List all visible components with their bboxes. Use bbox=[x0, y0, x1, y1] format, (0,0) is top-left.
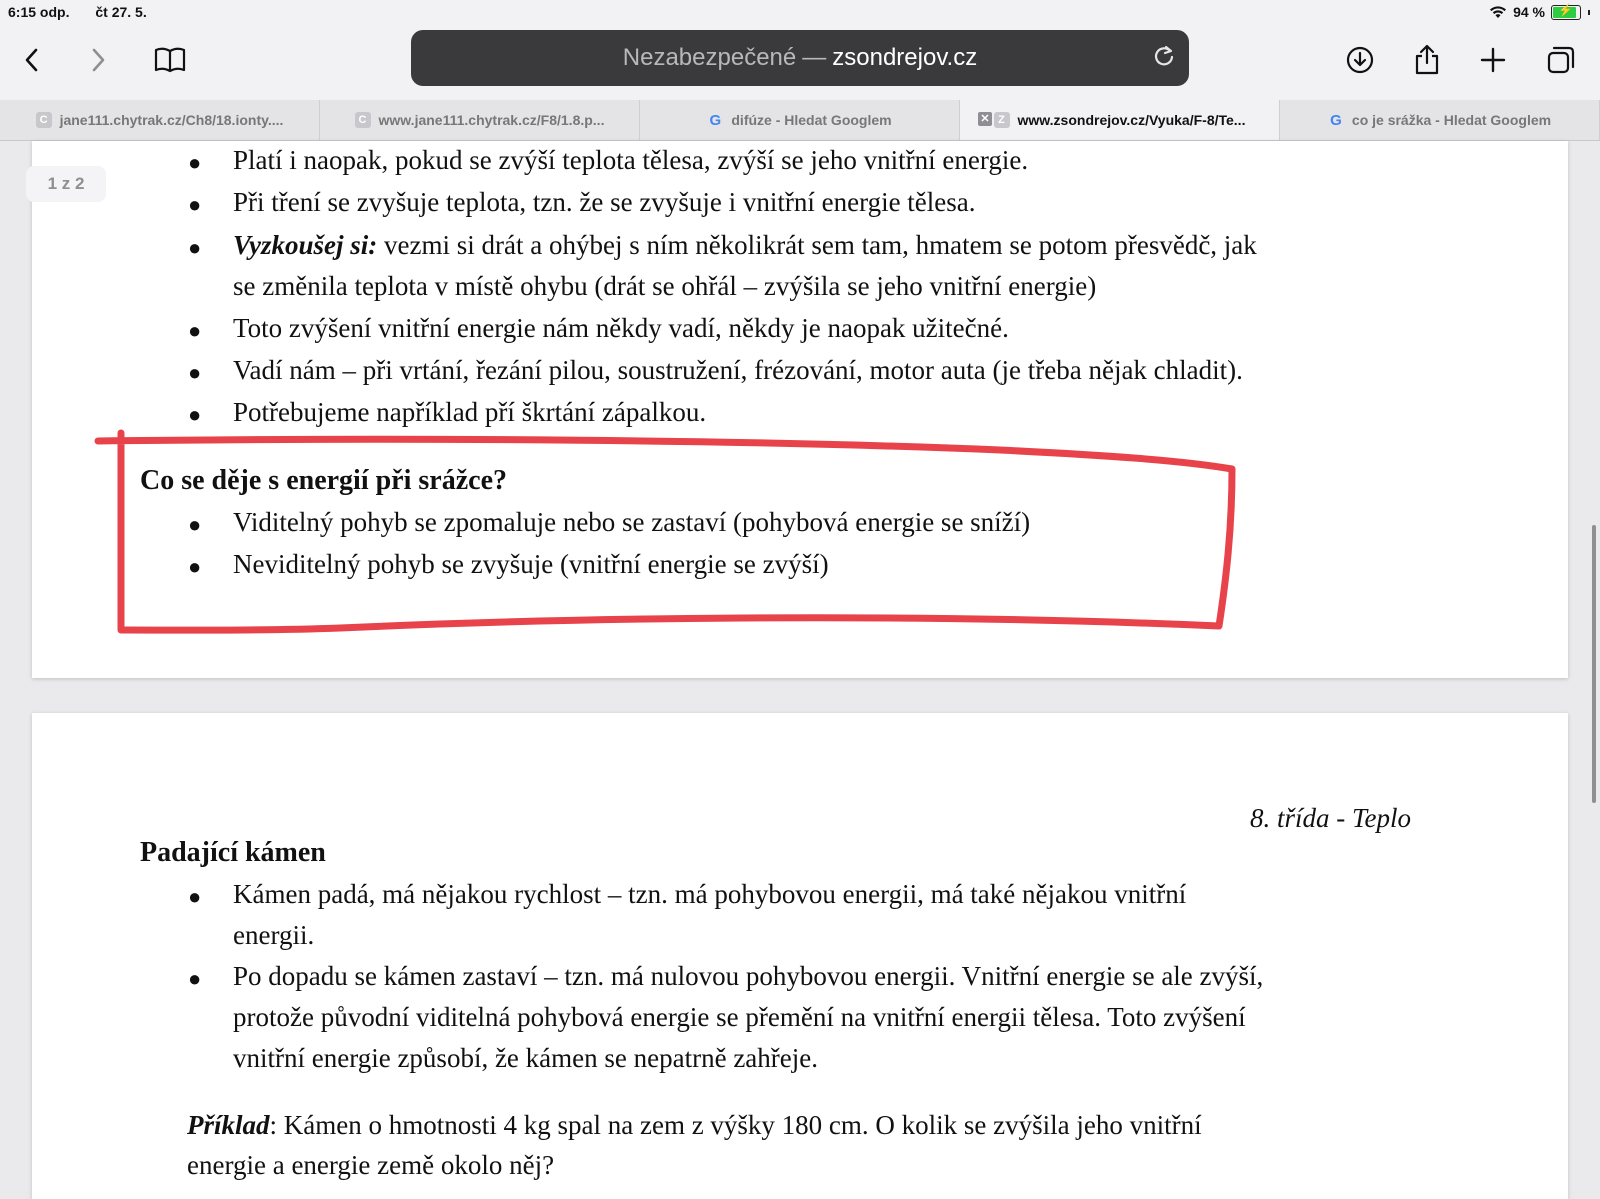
stone-bullet-2-line-1: Po dopadu se kámen zastaví – tzn. má nulovou pohybovou energii. Vnitřní energie se ale zvýší, bbox=[233, 961, 1264, 991]
tab-label: co je srážka - Hledat Googlem bbox=[1351, 112, 1552, 128]
try-it-line-1: Vyzkoušej si: vezmi si drát a ohýbej s ním několikrát sem tam, hmatem se potom přesvědč, jak bbox=[233, 230, 1257, 260]
tab-google-difuze[interactable] bbox=[640, 100, 960, 140]
tab-label: jane111.chytrak.cz/Ch8/18.ionty.... bbox=[59, 112, 284, 128]
book-icon bbox=[154, 47, 186, 73]
collision-bullet: Neviditelný pohyb se zvyšuje (vnitřní energie se zvýší) bbox=[233, 549, 829, 579]
battery-icon bbox=[1551, 5, 1581, 20]
share-button[interactable] bbox=[1407, 40, 1447, 80]
try-it-label: Vyzkoušej si: bbox=[233, 230, 378, 260]
back-button[interactable] bbox=[12, 40, 52, 80]
vertical-scrollbar[interactable] bbox=[1592, 525, 1596, 803]
favicon-icon: C bbox=[36, 112, 52, 128]
tab-chytrak-f8[interactable] bbox=[320, 100, 640, 140]
collision-heading: Co se děje s energií při srážce? bbox=[140, 465, 507, 496]
stone-bullet-2-line-2: protože původní viditelná pohybová energie se přemění na vnitřní energii tělesa. Toto zvýšení bbox=[233, 1002, 1246, 1032]
security-status: Nezabezpečené bbox=[622, 44, 797, 71]
tab-bar bbox=[0, 100, 1600, 141]
tab-google-srazka[interactable] bbox=[1280, 100, 1600, 140]
stone-heading: Padající kámen bbox=[140, 837, 326, 868]
downloads-button[interactable] bbox=[1340, 40, 1380, 80]
example-label: Příklad bbox=[187, 1110, 270, 1140]
download-icon bbox=[1345, 45, 1375, 75]
favicon-icon: C bbox=[355, 112, 371, 128]
stone-bullet-2-line-3: vnitřní energie způsobí, že kámen se nepatrně zahřeje. bbox=[233, 1043, 818, 1073]
bullet-text: Potřebujeme například pří škrtání zápalkou. bbox=[233, 397, 707, 427]
tab-label: difúze - Hledat Googlem bbox=[731, 112, 892, 128]
google-icon: G bbox=[709, 111, 722, 129]
bullet-text: Toto zvýšení vnitřní energie nám někdy vadí, někdy je naopak užitečné. bbox=[233, 313, 1009, 343]
address-bar[interactable] bbox=[411, 30, 1189, 86]
browser-toolbar bbox=[0, 26, 1600, 100]
tab-label: www.jane111.chytrak.cz/F8/1.8.p... bbox=[378, 112, 605, 128]
favicon-icon: Z bbox=[994, 112, 1010, 128]
collision-bullet: Viditelný pohyb se zpomaluje nebo se zastaví (pohybová energie se sníží) bbox=[233, 507, 1031, 537]
plus-icon bbox=[1480, 47, 1506, 73]
bookmarks-button[interactable] bbox=[150, 40, 190, 80]
page-counter: 1 z 2 bbox=[26, 166, 106, 202]
stone-bullet-1-line-1: Kámen padá, má nějakou rychlost – tzn. má pohybovou energii, má také nějakou vnitřní bbox=[233, 879, 1187, 909]
try-it-line-2: se změnila teplota v místě ohybu (drát se ohřál – zvýšila se jeho vnitřní energie) bbox=[233, 271, 1097, 301]
status-time: 6:15 odp. bbox=[8, 4, 70, 20]
stone-bullet-1-line-2: energii. bbox=[233, 920, 315, 950]
chevron-left-icon bbox=[22, 46, 42, 74]
address-domain: zsondrejov.cz bbox=[832, 44, 978, 71]
chevron-right-icon bbox=[88, 46, 108, 74]
reload-icon[interactable] bbox=[1153, 43, 1175, 67]
close-tab-icon[interactable]: ✕ bbox=[978, 112, 992, 126]
address-separator: — bbox=[802, 44, 827, 71]
tabs-icon bbox=[1546, 45, 1576, 75]
wifi-icon bbox=[1489, 5, 1507, 19]
tabs-overview-button[interactable] bbox=[1541, 40, 1581, 80]
tab-zsondrejov[interactable] bbox=[960, 100, 1280, 140]
tab-chytrak-ionty[interactable] bbox=[0, 100, 320, 140]
bullet-text: Platí i naopak, pokud se zvýší teplota tělesa, zvýší se jeho vnitřní energie. bbox=[233, 145, 1029, 175]
page-header: 8. třída - Teplo bbox=[1250, 803, 1412, 833]
bullet-text: Vadí nám – při vrtání, řezání pilou, soustružení, frézování, motor auta (je třeba nějak chladit). bbox=[233, 355, 1243, 385]
status-date: čt 27. 5. bbox=[95, 4, 147, 20]
google-icon: G bbox=[1330, 111, 1342, 129]
battery-percent: 94 % bbox=[1513, 4, 1545, 20]
new-tab-button[interactable] bbox=[1473, 40, 1513, 80]
status-bar bbox=[0, 0, 1600, 26]
forward-button[interactable] bbox=[78, 40, 118, 80]
example-line-2: energie a energie země okolo něj? bbox=[187, 1150, 555, 1180]
tab-label: www.zsondrejov.cz/Vyuka/F-8/Te... bbox=[1017, 112, 1246, 128]
bullet-text: Při tření se zvyšuje teplota, tzn. že se zvyšuje i vnitřní energie tělesa. bbox=[233, 187, 976, 217]
share-icon bbox=[1413, 44, 1441, 76]
example-line-1: Příklad: Kámen o hmotnosti 4 kg spal na zem z výšky 180 cm. O kolik se zvýšila jeho vnitřní bbox=[187, 1110, 1202, 1140]
